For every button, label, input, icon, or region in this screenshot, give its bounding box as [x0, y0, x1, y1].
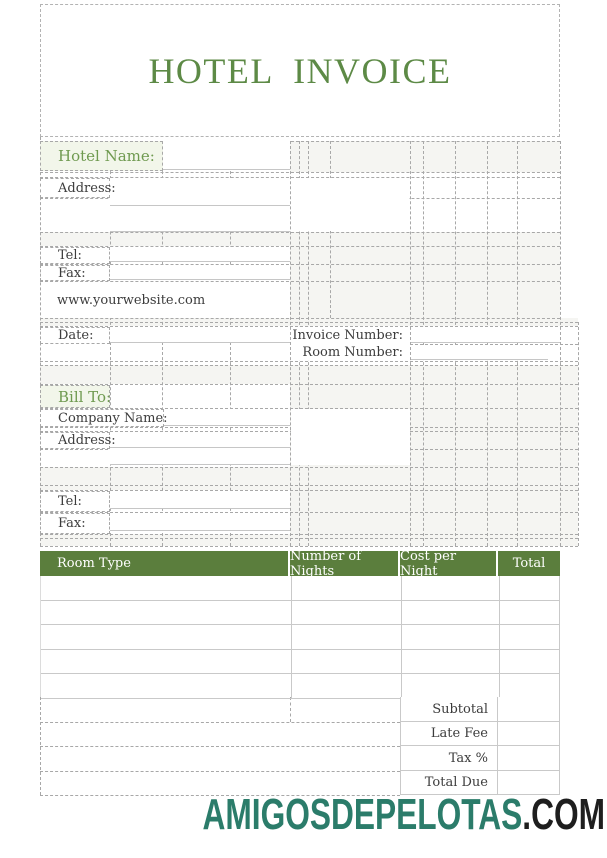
company-name-input[interactable] — [164, 409, 290, 426]
late-fee-label-cell: Late Fee — [400, 722, 498, 746]
charge-cell[interactable] — [401, 674, 499, 698]
charge-row — [41, 601, 559, 625]
billto-fax-input[interactable] — [110, 513, 290, 531]
shaded-cell — [40, 534, 560, 546]
column-header-total: Total — [512, 556, 546, 571]
subtotal-value-cell[interactable] — [498, 697, 560, 722]
billto-address-input-line1[interactable] — [110, 432, 290, 448]
grid-line — [40, 697, 41, 795]
charge-cell[interactable] — [499, 650, 559, 673]
grid-line — [40, 384, 578, 385]
charge-cell[interactable] — [41, 576, 291, 600]
company-name-label: Company Name: — [40, 409, 164, 427]
grid-line — [40, 467, 578, 468]
column-header-room-type: Room Type — [40, 551, 290, 576]
tax-value-cell[interactable] — [498, 746, 560, 771]
billto-tel-input[interactable] — [110, 491, 290, 509]
grid-line — [40, 172, 560, 173]
charge-cell[interactable] — [291, 674, 401, 698]
tax-label-cell: Tax % — [400, 746, 498, 771]
grid-line — [40, 546, 578, 547]
grid-line — [40, 232, 560, 233]
grid-line — [40, 365, 578, 366]
hotel-address-input-line2[interactable] — [110, 206, 290, 232]
billto-address-input-line2[interactable] — [110, 448, 290, 465]
room-number-input[interactable] — [411, 345, 548, 360]
grid-line — [40, 361, 578, 362]
grid-line — [40, 318, 560, 319]
charge-cell[interactable] — [41, 650, 291, 673]
hotel-name-label: Hotel Name: — [40, 141, 163, 171]
grid-line — [487, 141, 488, 546]
charges-table-header — [40, 548, 560, 579]
billto-fax-label: Fax: — [40, 513, 110, 534]
grid-line — [560, 141, 561, 546]
page-title: HOTEL INVOICE — [148, 50, 452, 91]
grid-line — [517, 141, 518, 546]
charge-cell[interactable] — [499, 625, 559, 649]
charge-cell[interactable] — [499, 576, 559, 600]
charge-row — [41, 674, 559, 699]
shaded-cell — [40, 232, 560, 246]
charge-row — [41, 650, 559, 674]
charge-cell[interactable] — [291, 625, 401, 649]
charge-row — [41, 625, 559, 650]
hotel-tel-input[interactable] — [110, 247, 290, 262]
invoice-number-label: Invoice Number: — [292, 327, 403, 343]
late-fee-value-cell[interactable] — [498, 722, 560, 746]
grid-line — [290, 697, 291, 722]
date-label: Date: — [40, 327, 110, 344]
grid-line — [40, 534, 578, 535]
header-box — [40, 4, 560, 137]
grid-line — [578, 322, 579, 546]
room-number-label: Room Number: — [302, 345, 403, 360]
bill-to-label: Bill To: — [40, 385, 110, 408]
charge-cell[interactable] — [401, 625, 499, 649]
charge-cell[interactable] — [401, 601, 499, 624]
billto-address-label: Address: — [40, 432, 110, 449]
charge-cell[interactable] — [499, 674, 559, 698]
hotel-tel-label: Tel: — [40, 247, 110, 264]
invoice-number-input[interactable] — [411, 327, 560, 343]
hotel-address-input-line1[interactable] — [110, 178, 290, 206]
charge-cell[interactable] — [41, 601, 291, 624]
grid-line — [423, 141, 424, 546]
hotel-name-input[interactable] — [163, 141, 290, 170]
billto-tel-label: Tel: — [40, 491, 110, 512]
column-header-cost-per-night: Cost per Night — [400, 551, 498, 576]
charge-cell[interactable] — [499, 601, 559, 624]
grid-line — [40, 485, 578, 486]
total-due-label-cell: Total Due — [400, 771, 498, 795]
grid-line — [40, 771, 400, 772]
grid-blank-cell — [291, 409, 410, 465]
hotel-fax-input[interactable] — [110, 265, 290, 280]
website-text: www.yourwebsite.com — [57, 292, 206, 308]
grid-line — [40, 322, 578, 323]
column-header-number-of-nights: Number of Nights — [290, 551, 400, 576]
hotel-address-label: Address: — [40, 178, 110, 198]
grid-line — [40, 746, 400, 747]
charge-cell[interactable] — [401, 650, 499, 673]
grid-line — [455, 141, 456, 546]
charges-table-body — [40, 576, 560, 697]
grid-line — [40, 538, 578, 539]
watermark — [202, 790, 605, 839]
shaded-cell — [40, 365, 578, 384]
watermark-suffix: .COM — [522, 790, 605, 839]
charge-cell[interactable] — [41, 674, 291, 698]
charge-cell[interactable] — [291, 576, 401, 600]
grid-line — [410, 141, 411, 546]
hotel-fax-label: Fax: — [40, 265, 110, 281]
grid-blank-cell — [291, 178, 409, 231]
grid-line — [40, 722, 400, 723]
subtotal-label-cell: Subtotal — [400, 697, 498, 722]
charge-cell[interactable] — [291, 650, 401, 673]
charge-cell[interactable] — [401, 576, 499, 600]
charge-row — [41, 576, 559, 601]
shaded-cell — [40, 467, 290, 490]
charge-cell[interactable] — [41, 625, 291, 649]
charge-cell[interactable] — [291, 601, 401, 624]
watermark-brand: AMIGOSDEPELOTAS — [202, 790, 523, 839]
